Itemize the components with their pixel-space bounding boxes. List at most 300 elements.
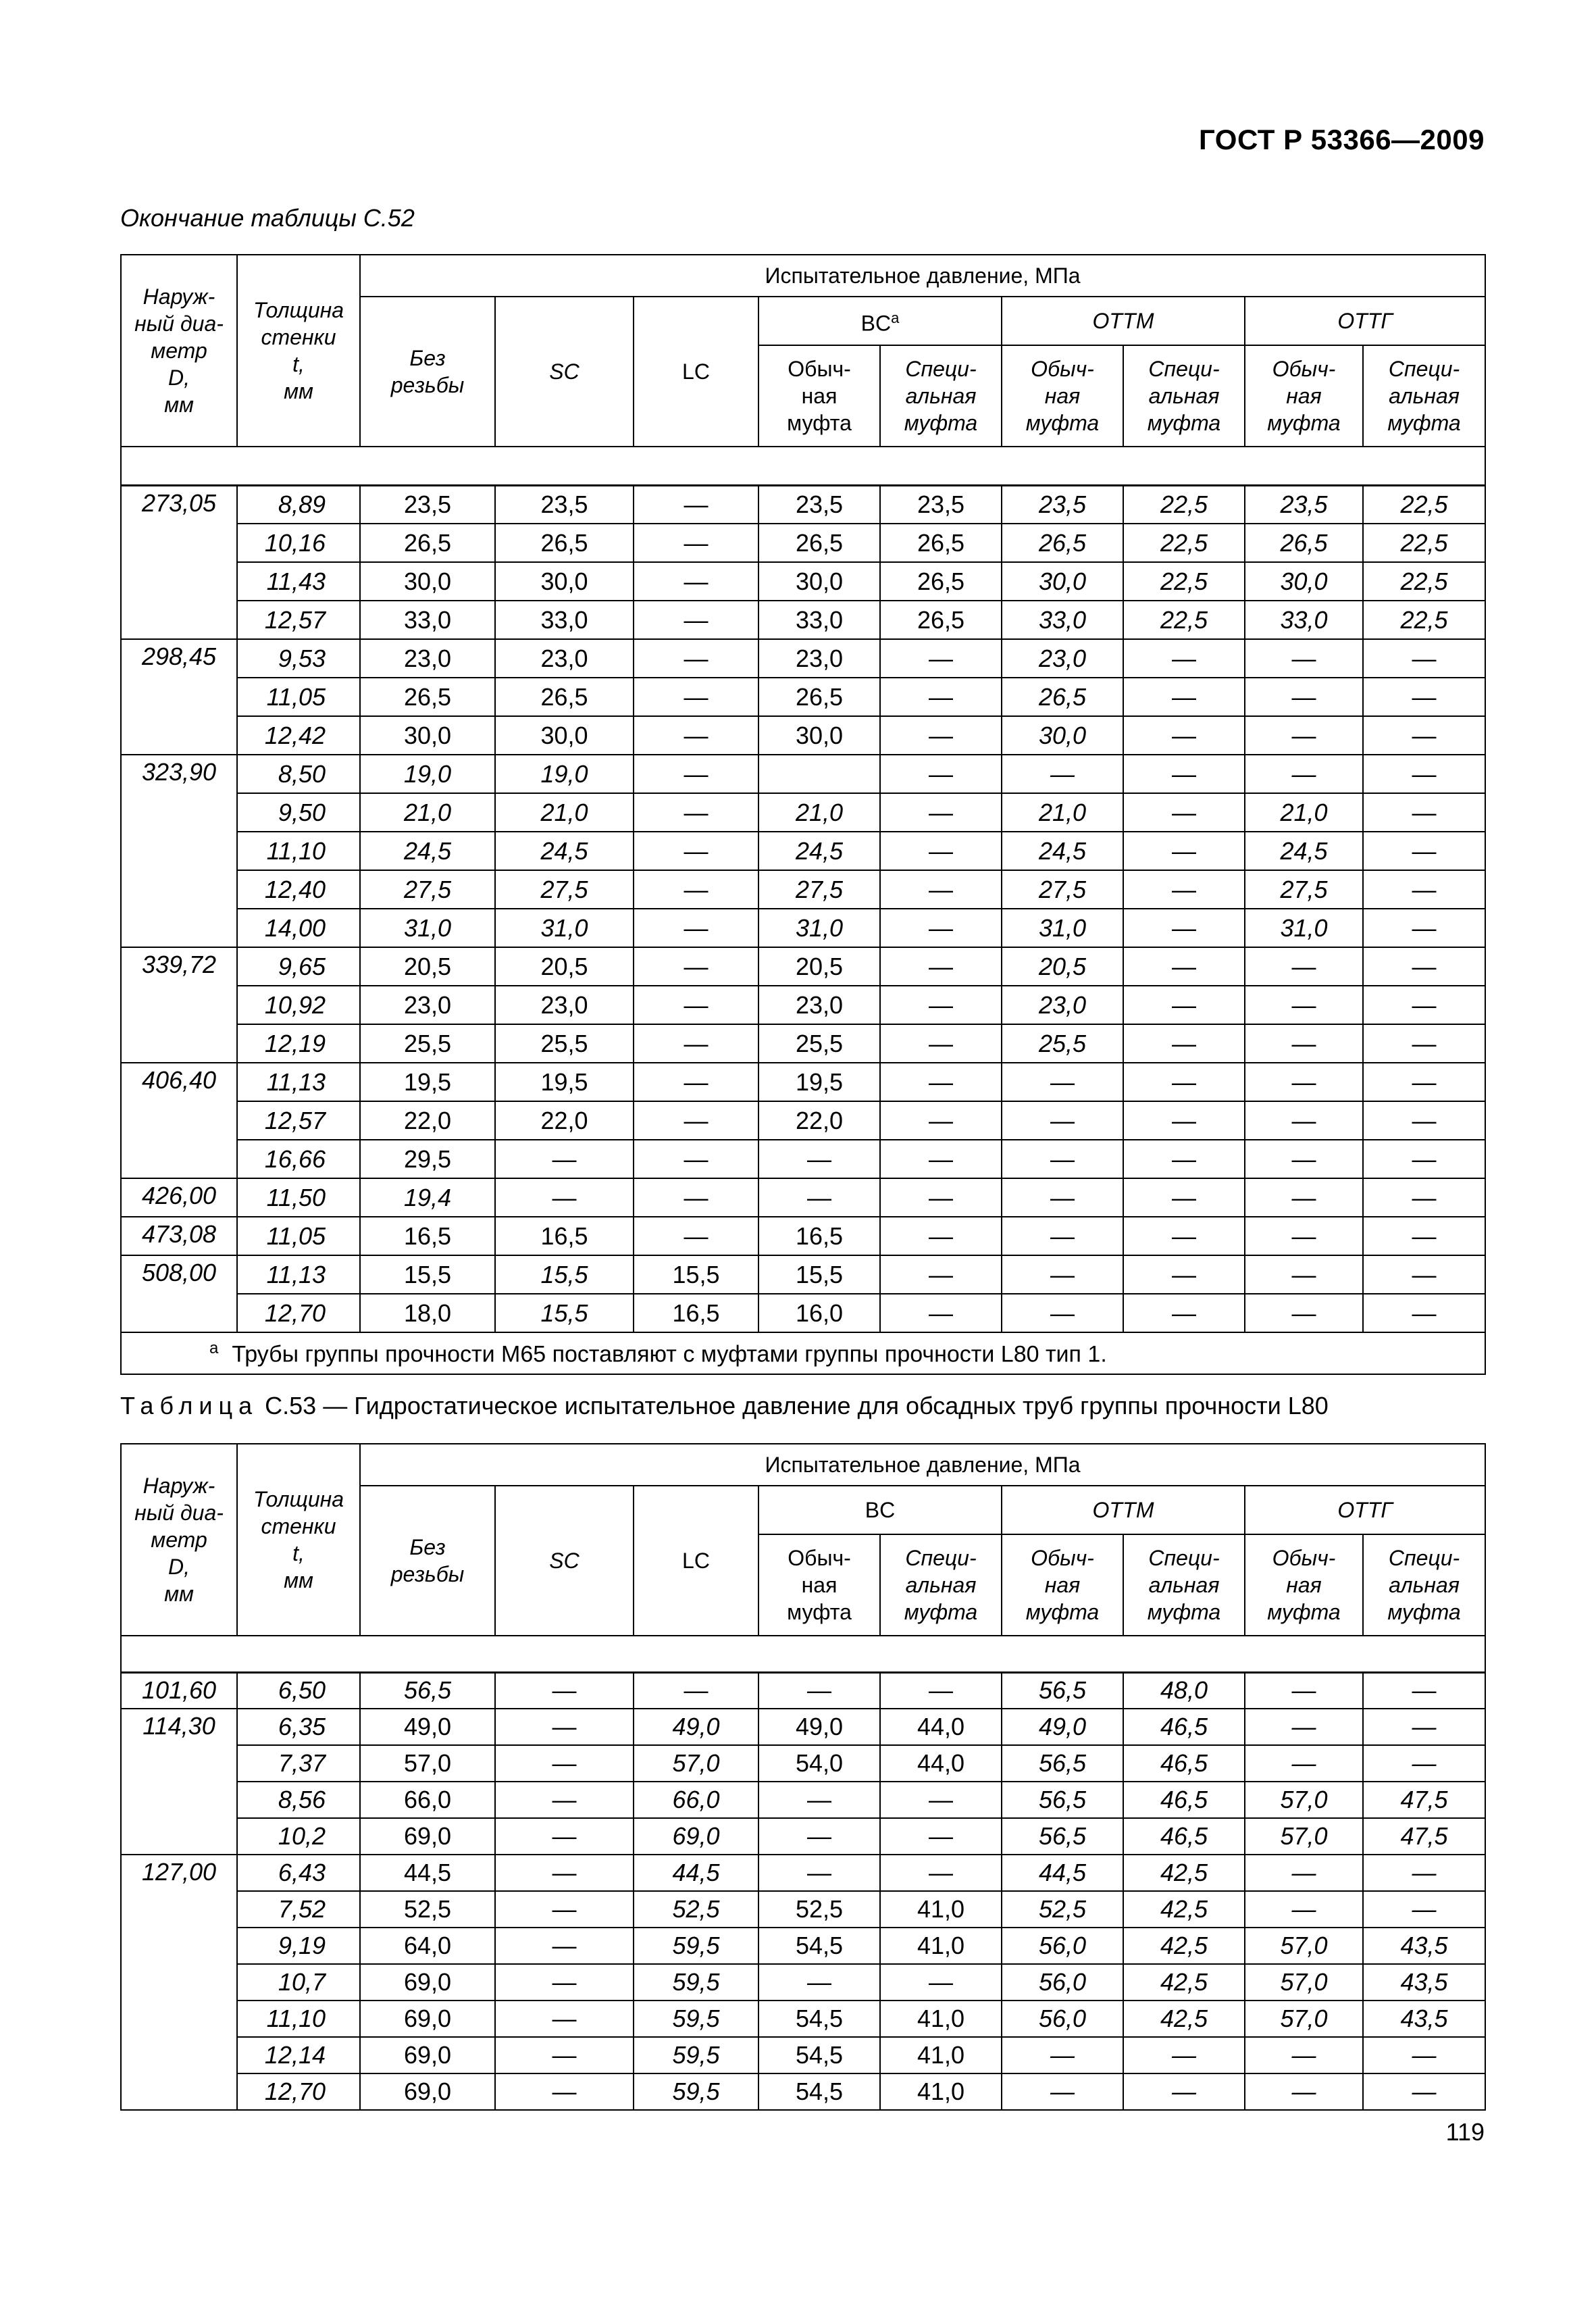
ottg-special-cell: —: [1363, 1294, 1485, 1332]
bc-regular-cell: 16,0: [758, 1294, 880, 1332]
no-thread-cell: 69,0: [360, 1818, 495, 1855]
bc-regular-cell: 54,5: [758, 2001, 880, 2037]
bc-special-cell: 23,5: [880, 485, 1002, 524]
ottm-regular-cell: 31,0: [1002, 909, 1123, 947]
wall-thickness-cell: 7,37: [237, 1745, 360, 1782]
ottm-special-cell: —: [1123, 870, 1245, 909]
ottm-special-cell: —: [1123, 793, 1245, 832]
ottg-special-cell: 43,5: [1363, 2001, 1485, 2037]
ottm-special-cell: —: [1123, 1255, 1245, 1294]
ottg-regular-cell: —: [1245, 1024, 1363, 1063]
lc-cell: —: [634, 1063, 758, 1101]
table-row: [121, 601, 1485, 639]
no-thread-cell: 19,5: [360, 1063, 495, 1101]
ottg-special-cell: —: [1363, 678, 1485, 716]
ottg-regular-cell: 57,0: [1245, 1964, 1363, 2001]
bc-regular-cell: 54,5: [758, 2073, 880, 2110]
ottg-special-cell: 22,5: [1363, 601, 1485, 639]
no-thread-cell: 52,5: [360, 1891, 495, 1928]
sc-cell: —: [495, 1855, 634, 1891]
header-ottm-special: Специ- альная муфта: [1123, 1534, 1245, 1636]
ottm-special-cell: 46,5: [1123, 1818, 1245, 1855]
ottm-regular-cell: 23,5: [1002, 485, 1123, 524]
wall-thickness-cell: 9,19: [237, 1928, 360, 1964]
ottm-special-cell: —: [1123, 639, 1245, 678]
ottm-regular-cell: —: [1002, 1063, 1123, 1101]
ottg-special-cell: —: [1363, 1063, 1485, 1101]
bc-special-cell: —: [880, 1024, 1002, 1063]
wall-thickness-cell: 12,42: [237, 716, 360, 755]
ottg-special-cell: —: [1363, 1672, 1485, 1709]
bc-regular-cell: 52,5: [758, 1891, 880, 1928]
ottm-regular-cell: 25,5: [1002, 1024, 1123, 1063]
ottg-special-cell: 22,5: [1363, 485, 1485, 524]
ottm-special-cell: 42,5: [1123, 1855, 1245, 1891]
header-no-thread: Без резьбы: [360, 297, 495, 447]
table-row: [121, 1140, 1485, 1178]
wall-thickness-cell: 11,43: [237, 562, 360, 601]
header-test-pressure: Испытательное давление, МПа: [360, 1444, 1485, 1486]
header-outer-diameter: Наруж- ный диа- метр D, мм: [121, 1444, 237, 1636]
ottm-special-cell: —: [1123, 909, 1245, 947]
ottm-special-cell: 22,5: [1123, 601, 1245, 639]
ottg-regular-cell: —: [1245, 716, 1363, 755]
lc-cell: 57,0: [634, 1745, 758, 1782]
ottm-special-cell: —: [1123, 986, 1245, 1024]
ottg-regular-cell: 57,0: [1245, 1782, 1363, 1818]
lc-cell: 59,5: [634, 1928, 758, 1964]
sc-cell: —: [495, 1140, 634, 1178]
header-bc-special: Специ- альная муфта: [880, 345, 1002, 447]
bc-special-cell: 26,5: [880, 562, 1002, 601]
no-thread-cell: 23,5: [360, 485, 495, 524]
wall-thickness-cell: 11,10: [237, 2001, 360, 2037]
pressure-table-c52: [120, 254, 1486, 1375]
ottg-regular-cell: 30,0: [1245, 562, 1363, 601]
ottm-special-cell: 22,5: [1123, 524, 1245, 562]
no-thread-cell: 18,0: [360, 1294, 495, 1332]
sc-cell: 26,5: [495, 678, 634, 716]
header-bc: $BC^a$: [758, 297, 1002, 345]
wall-thickness-cell: 8,89: [237, 485, 360, 524]
sc-cell: —: [495, 1672, 634, 1709]
no-thread-cell: 69,0: [360, 2037, 495, 2073]
ottm-regular-cell: 26,5: [1002, 678, 1123, 716]
bc-special-cell: —: [880, 1255, 1002, 1294]
bc-special-cell: —: [880, 986, 1002, 1024]
lc-cell: —: [634, 1101, 758, 1140]
ottg-special-cell: —: [1363, 832, 1485, 870]
wall-thickness-cell: 12,70: [237, 1294, 360, 1332]
bc-regular-cell: 27,5: [758, 870, 880, 909]
bc-special-cell: —: [880, 1964, 1002, 2001]
header-bc-regular: Обыч- ная муфта: [758, 1534, 880, 1636]
ottg-regular-cell: —: [1245, 1217, 1363, 1255]
table-row: [121, 870, 1485, 909]
lc-cell: —: [634, 639, 758, 678]
no-thread-cell: 15,5: [360, 1255, 495, 1294]
sc-cell: 22,0: [495, 1101, 634, 1140]
bc-regular-cell: 31,0: [758, 909, 880, 947]
bc-regular-cell: 49,0: [758, 1709, 880, 1745]
no-thread-cell: 69,0: [360, 2073, 495, 2110]
wall-thickness-cell: 6,43: [237, 1855, 360, 1891]
lc-cell: —: [634, 1217, 758, 1255]
bc-special-cell: —: [880, 870, 1002, 909]
bc-special-cell: —: [880, 909, 1002, 947]
lc-cell: —: [634, 947, 758, 986]
no-thread-cell: 69,0: [360, 1964, 495, 2001]
ottm-special-cell: —: [1123, 2037, 1245, 2073]
wall-thickness-cell: 12,19: [237, 1024, 360, 1063]
wall-thickness-cell: 10,16: [237, 524, 360, 562]
lc-cell: —: [634, 562, 758, 601]
lc-cell: —: [634, 1140, 758, 1178]
ottg-special-cell: —: [1363, 870, 1485, 909]
ottm-regular-cell: 26,5: [1002, 524, 1123, 562]
bc-regular-cell: 26,5: [758, 678, 880, 716]
table-row: [121, 524, 1485, 562]
header-no-thread: Без резьбы: [360, 1486, 495, 1636]
ottm-regular-cell: 56,0: [1002, 1964, 1123, 2001]
sc-cell: 19,5: [495, 1063, 634, 1101]
wall-thickness-cell: 6,35: [237, 1709, 360, 1745]
ottm-special-cell: —: [1123, 2073, 1245, 2110]
ottg-special-cell: —: [1363, 2073, 1485, 2110]
bc-special-cell: —: [880, 716, 1002, 755]
bc-special-cell: —: [880, 639, 1002, 678]
table-row: [121, 986, 1485, 1024]
table-row: [121, 1855, 1485, 1891]
header-outer-diameter: Наруж- ный диа- метр D, мм: [121, 255, 237, 447]
header-ottg: ОТТГ: [1245, 1486, 1485, 1534]
bc-special-cell: —: [880, 1818, 1002, 1855]
bc-regular-cell: 23,5: [758, 485, 880, 524]
lc-cell: —: [634, 485, 758, 524]
bc-regular-cell: 54,5: [758, 2037, 880, 2073]
ottg-regular-cell: 57,0: [1245, 2001, 1363, 2037]
ottg-regular-cell: —: [1245, 1745, 1363, 1782]
ottm-special-cell: 46,5: [1123, 1782, 1245, 1818]
lc-cell: 69,0: [634, 1818, 758, 1855]
sc-cell: —: [495, 1818, 634, 1855]
bc-special-cell: 44,0: [880, 1745, 1002, 1782]
ottm-regular-cell: 56,5: [1002, 1745, 1123, 1782]
ottg-regular-cell: —: [1245, 755, 1363, 793]
ottg-regular-cell: 21,0: [1245, 793, 1363, 832]
ottm-regular-cell: 56,0: [1002, 1928, 1123, 1964]
no-thread-cell: 19,0: [360, 755, 495, 793]
bc-special-cell: 26,5: [880, 601, 1002, 639]
table-row: [121, 1672, 1485, 1709]
sc-cell: —: [495, 2073, 634, 2110]
bc-regular-cell: 25,5: [758, 1024, 880, 1063]
table-row: [121, 716, 1485, 755]
bc-regular-cell: 54,5: [758, 1928, 880, 1964]
header-bc-special: Специ- альная муфта: [880, 1534, 1002, 1636]
table-row: [121, 1928, 1485, 1964]
wall-thickness-cell: 12,40: [237, 870, 360, 909]
bc-special-cell: —: [880, 755, 1002, 793]
bc-special-cell: —: [880, 1063, 1002, 1101]
table-row: [121, 1024, 1485, 1063]
ottm-regular-cell: —: [1002, 1140, 1123, 1178]
wall-thickness-cell: 8,56: [237, 1782, 360, 1818]
bc-special-cell: —: [880, 793, 1002, 832]
no-thread-cell: 66,0: [360, 1782, 495, 1818]
ottm-special-cell: 46,5: [1123, 1709, 1245, 1745]
table-body: [121, 1636, 1485, 2110]
document-code: ГОСТ Р 53366—2009: [1199, 124, 1485, 155]
no-thread-cell: 20,5: [360, 947, 495, 986]
sc-cell: 25,5: [495, 1024, 634, 1063]
no-thread-cell: 44,5: [360, 1855, 495, 1891]
sc-cell: 16,5: [495, 1217, 634, 1255]
ottg-regular-cell: —: [1245, 678, 1363, 716]
lc-cell: —: [634, 601, 758, 639]
sc-cell: 19,0: [495, 755, 634, 793]
lc-cell: —: [634, 755, 758, 793]
wall-thickness-cell: 12,57: [237, 601, 360, 639]
bc-special-cell: 41,0: [880, 2001, 1002, 2037]
ottg-special-cell: —: [1363, 639, 1485, 678]
ottg-special-cell: —: [1363, 1745, 1485, 1782]
bc-regular-cell: 23,0: [758, 639, 880, 678]
table-row: [121, 485, 1485, 524]
sc-cell: 30,0: [495, 716, 634, 755]
table-row: [121, 1178, 1485, 1217]
ottm-special-cell: 42,5: [1123, 1891, 1245, 1928]
table-c53-caption: Таблица С.53 — Гидростатическое испытательное давление для обсадных труб группы прочности L80: [120, 1392, 1329, 1419]
no-thread-cell: 30,0: [360, 716, 495, 755]
ottg-regular-cell: —: [1245, 947, 1363, 986]
ottm-regular-cell: —: [1002, 2037, 1123, 2073]
sc-cell: 23,0: [495, 639, 634, 678]
bc-special-cell: —: [880, 947, 1002, 986]
ottg-special-cell: —: [1363, 1024, 1485, 1063]
no-thread-cell: 23,0: [360, 986, 495, 1024]
no-thread-cell: 22,0: [360, 1101, 495, 1140]
ottg-regular-cell: 33,0: [1245, 601, 1363, 639]
header-lc: LC: [634, 1486, 758, 1636]
ottm-special-cell: —: [1123, 1024, 1245, 1063]
lc-cell: 15,5: [634, 1255, 758, 1294]
table-row: [121, 2073, 1485, 2110]
bc-regular-cell: 33,0: [758, 601, 880, 639]
sc-cell: 15,5: [495, 1255, 634, 1294]
ottm-regular-cell: 56,5: [1002, 1818, 1123, 1855]
bc-regular-cell: —: [758, 1140, 880, 1178]
sc-cell: 33,0: [495, 601, 634, 639]
bc-regular-cell: 30,0: [758, 562, 880, 601]
sc-cell: —: [495, 1782, 634, 1818]
lc-cell: 59,5: [634, 1964, 758, 2001]
ottm-regular-cell: —: [1002, 1101, 1123, 1140]
table-row: [121, 1217, 1485, 1255]
bc-special-cell: —: [880, 1101, 1002, 1140]
lc-cell: —: [634, 1672, 758, 1709]
no-thread-cell: 57,0: [360, 1745, 495, 1782]
header-ottm: ОТТМ: [1002, 1486, 1245, 1534]
ottg-regular-cell: —: [1245, 1855, 1363, 1891]
table-row: [121, 755, 1485, 793]
no-thread-cell: 56,5: [360, 1672, 495, 1709]
wall-thickness-cell: 10,7: [237, 1964, 360, 2001]
lc-cell: —: [634, 870, 758, 909]
outer-diameter-cell: 426,00: [121, 1178, 237, 1217]
header-ottm-regular: Обыч- ная муфта: [1002, 1534, 1123, 1636]
sc-cell: 20,5: [495, 947, 634, 986]
header-wall-thickness: Толщина стенки t, мм: [237, 1444, 360, 1636]
table-row: [121, 1063, 1485, 1101]
ottg-regular-cell: —: [1245, 1101, 1363, 1140]
ottg-regular-cell: 23,5: [1245, 485, 1363, 524]
ottm-regular-cell: 21,0: [1002, 793, 1123, 832]
table-continuation-caption: Окончание таблицы С.52: [120, 204, 415, 232]
ottm-special-cell: 46,5: [1123, 1745, 1245, 1782]
bc-regular-cell: 16,5: [758, 1217, 880, 1255]
ottm-regular-cell: —: [1002, 1294, 1123, 1332]
ottg-special-cell: —: [1363, 1891, 1485, 1928]
header-ottm-regular: Обыч- ная муфта: [1002, 345, 1123, 447]
no-thread-cell: 69,0: [360, 2001, 495, 2037]
ottm-regular-cell: —: [1002, 1217, 1123, 1255]
lc-cell: —: [634, 524, 758, 562]
ottm-special-cell: 22,5: [1123, 562, 1245, 601]
no-thread-cell: 16,5: [360, 1217, 495, 1255]
bc-regular-cell: 19,5: [758, 1063, 880, 1101]
ottg-regular-cell: 26,5: [1245, 524, 1363, 562]
table-footnote: [121, 1332, 1485, 1374]
bc-regular-cell: 24,5: [758, 832, 880, 870]
header-test-pressure: Испытательное давление, МПа: [360, 255, 1485, 297]
bc-special-cell: —: [880, 832, 1002, 870]
bc-regular-cell: [758, 755, 880, 793]
bc-regular-cell: 30,0: [758, 716, 880, 755]
table-row: [121, 1294, 1485, 1332]
ottg-regular-cell: —: [1245, 1294, 1363, 1332]
outer-diameter-cell: 323,90: [121, 755, 237, 947]
lc-cell: —: [634, 1178, 758, 1217]
sc-cell: —: [495, 1964, 634, 2001]
ottg-special-cell: —: [1363, 793, 1485, 832]
wall-thickness-cell: 7,52: [237, 1891, 360, 1928]
ottm-regular-cell: 56,5: [1002, 1782, 1123, 1818]
table-row: [121, 793, 1485, 832]
ottg-special-cell: 47,5: [1363, 1818, 1485, 1855]
ottg-special-cell: —: [1363, 2037, 1485, 2073]
table-row: [121, 2037, 1485, 2073]
pressure-table-c53: [120, 1443, 1486, 2111]
wall-thickness-cell: 6,50: [237, 1672, 360, 1709]
bc-special-cell: 41,0: [880, 1891, 1002, 1928]
no-thread-cell: 33,0: [360, 601, 495, 639]
ottg-special-cell: —: [1363, 1709, 1485, 1745]
page-number: 119: [1445, 2118, 1485, 2146]
bc-special-cell: —: [880, 1140, 1002, 1178]
wall-thickness-cell: 8,50: [237, 755, 360, 793]
wall-thickness-cell: 12,70: [237, 2073, 360, 2110]
bc-special-cell: —: [880, 1855, 1002, 1891]
ottg-special-cell: 43,5: [1363, 1964, 1485, 2001]
wall-thickness-cell: 12,57: [237, 1101, 360, 1140]
ottm-regular-cell: 23,0: [1002, 639, 1123, 678]
bc-regular-cell: —: [758, 1818, 880, 1855]
wall-thickness-cell: 11,05: [237, 1217, 360, 1255]
no-thread-cell: 19,4: [360, 1178, 495, 1217]
sc-cell: —: [495, 1709, 634, 1745]
ottm-special-cell: 48,0: [1123, 1672, 1245, 1709]
bc-special-cell: —: [880, 1294, 1002, 1332]
bc-special-cell: —: [880, 1672, 1002, 1709]
no-thread-cell: 25,5: [360, 1024, 495, 1063]
wall-thickness-cell: 11,13: [237, 1063, 360, 1101]
ottm-special-cell: 42,5: [1123, 1928, 1245, 1964]
header-bc-regular: Обыч- ная муфта: [758, 345, 880, 447]
lc-cell: 59,5: [634, 2001, 758, 2037]
outer-diameter-cell: 473,08: [121, 1217, 237, 1255]
footnote-mark: a: [209, 1338, 219, 1357]
sc-cell: 24,5: [495, 832, 634, 870]
outer-diameter-cell: 508,00: [121, 1255, 237, 1332]
no-thread-cell: 21,0: [360, 793, 495, 832]
ottg-regular-cell: —: [1245, 1891, 1363, 1928]
ottm-regular-cell: 56,5: [1002, 1672, 1123, 1709]
ottm-regular-cell: 30,0: [1002, 562, 1123, 601]
ottm-special-cell: 22,5: [1123, 485, 1245, 524]
wall-thickness-cell: 9,50: [237, 793, 360, 832]
ottm-special-cell: —: [1123, 1294, 1245, 1332]
ottm-regular-cell: —: [1002, 2073, 1123, 2110]
table-row: [121, 1964, 1485, 2001]
table-row: [121, 1745, 1485, 1782]
ottm-special-cell: —: [1123, 755, 1245, 793]
outer-diameter-cell: 101,60: [121, 1672, 237, 1709]
header-ottg: ОТТГ: [1245, 297, 1485, 345]
sc-cell: —: [495, 1891, 634, 1928]
no-thread-cell: 23,0: [360, 639, 495, 678]
lc-cell: —: [634, 678, 758, 716]
ottg-special-cell: —: [1363, 947, 1485, 986]
ottg-regular-cell: 31,0: [1245, 909, 1363, 947]
ottm-special-cell: 42,5: [1123, 1964, 1245, 2001]
bc-regular-cell: —: [758, 1964, 880, 2001]
header-ottg-regular: Обыч- ная муфта: [1245, 1534, 1363, 1636]
bc-regular-cell: 15,5: [758, 1255, 880, 1294]
wall-thickness-cell: 14,00: [237, 909, 360, 947]
wall-thickness-cell: 11,10: [237, 832, 360, 870]
lc-cell: 59,5: [634, 2073, 758, 2110]
header-wall-thickness: Толщина стенки t, мм: [237, 255, 360, 447]
ottg-special-cell: —: [1363, 755, 1485, 793]
header-sc: SC: [495, 1486, 634, 1636]
wall-thickness-cell: 11,50: [237, 1178, 360, 1217]
table-row: [121, 562, 1485, 601]
wall-thickness-cell: 11,05: [237, 678, 360, 716]
table-row: [121, 1709, 1485, 1745]
table-row: [121, 909, 1485, 947]
ottm-regular-cell: —: [1002, 755, 1123, 793]
lc-cell: —: [634, 832, 758, 870]
outer-diameter-cell: 114,30: [121, 1709, 237, 1855]
lc-cell: —: [634, 986, 758, 1024]
ottm-regular-cell: 52,5: [1002, 1891, 1123, 1928]
header-ottg-special: Специ- альная муфта: [1363, 345, 1485, 447]
bc-special-cell: —: [880, 1178, 1002, 1217]
lc-cell: —: [634, 716, 758, 755]
ottg-regular-cell: 27,5: [1245, 870, 1363, 909]
lc-cell: 59,5: [634, 2037, 758, 2073]
